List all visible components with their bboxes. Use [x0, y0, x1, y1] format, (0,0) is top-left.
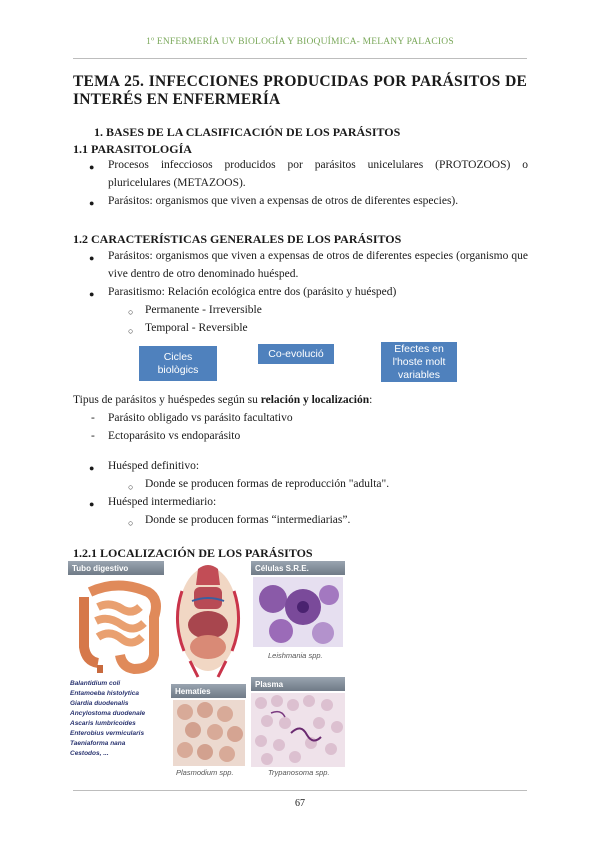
- page-title: TEMA 25. INFECCIONES PRODUCIDAS POR PARÁSITOS DE INTERÉS EN ENFERMERÍA: [73, 73, 527, 108]
- bullet-text: pluricelulares (METAZOOS).: [108, 177, 246, 189]
- parasite-location-figure: [68, 561, 345, 783]
- panel-title: Tubo digestivo: [68, 561, 164, 575]
- bullet-text: vive dentro de otro denominado huésped.: [108, 268, 299, 280]
- box-label: Co-evolució: [268, 347, 324, 360]
- page-number: 67: [295, 798, 305, 809]
- panel-title: Plasma: [251, 677, 345, 691]
- header-rule: [73, 58, 527, 59]
- bullet-text: Huésped definitivo:: [108, 460, 200, 472]
- organism-name: Balantidium coli: [70, 680, 121, 687]
- circle-bullet-icon: ○: [128, 518, 134, 528]
- figure-caption: Plasmodium spp.: [176, 768, 234, 777]
- bullet-icon: ●: [89, 289, 95, 299]
- sub-bullet-text: Permanente - Irreversible: [145, 304, 262, 316]
- figure-caption: Trypanosoma spp.: [268, 768, 330, 777]
- bullet-icon: ●: [89, 198, 95, 208]
- organism-name: Enterobius vermicularis: [70, 730, 145, 737]
- bullet-text: Parásitos: organismos que viven a expensas de otros de diferentes especies (organismo que: [108, 250, 528, 262]
- panel-title: Células S.R.E.: [251, 561, 345, 575]
- organism-name: Ancylostoma duodenale: [70, 710, 146, 717]
- bullet-text: Procesos infecciosos producidos por parásitos unicelulares (PROTOZOOS) o: [108, 159, 528, 171]
- text-run: Tipus de parásitos y huéspedes según su: [73, 394, 261, 406]
- intestine-illustration: [70, 577, 166, 677]
- page-header: 1º ENFERMERÍA UV BIOLOGÍA Y BIOQUÍMICA- MELANY PALACIOS: [146, 37, 454, 47]
- plasmodium-micrograph: [173, 700, 245, 766]
- bullet-icon: ●: [89, 162, 95, 172]
- box-label: Cicles biològics: [157, 350, 199, 376]
- subsection-heading: 1.2 CARACTERÍSTICAS GENERALES DE LOS PARÁSITOS: [73, 232, 402, 246]
- diagram-box: [381, 342, 457, 382]
- dash-bullet: -: [91, 430, 95, 442]
- sub-bullet-text: Donde se producen formas de reproducción "adulta".: [145, 478, 390, 490]
- panel-title: Hematíes: [171, 684, 246, 698]
- sub-bullet-text: Donde se producen formas “intermediarias”.: [145, 514, 351, 526]
- dash-bullet: -: [91, 412, 95, 424]
- anatomy-illustration: [168, 561, 248, 679]
- figure-caption: Leishmania spp.: [268, 651, 323, 660]
- diagram-box: [139, 346, 217, 381]
- bullet-text: Parásitos: organismos que viven a expensas de otros de diferentes especies).: [108, 195, 459, 207]
- section-heading: 1. BASES DE LA CLASIFICACIÓN DE LOS PARÁSITOS: [94, 125, 401, 139]
- dash-text: Ectoparásito vs endoparásito: [108, 430, 241, 442]
- organism-name: Giardia duodenalis: [70, 700, 129, 707]
- subsection-heading: 1.2.1 LOCALIZACIÓN DE LOS PARÁSITOS: [73, 546, 313, 560]
- trypanosoma-micrograph: [251, 693, 345, 767]
- text-run: :: [369, 394, 373, 406]
- organism-name: Taeniaforma nana: [70, 740, 126, 747]
- box-label: Efectes en l'hoste molt variables: [392, 342, 446, 381]
- diagram-box: [258, 344, 334, 364]
- organism-name: Ascaris lumbricoides: [70, 720, 136, 727]
- organism-list: [70, 679, 166, 759]
- footer-rule: [73, 790, 527, 791]
- bullet-text: Parasitismo: Relación ecológica entre dos (parásito y huésped): [108, 286, 397, 298]
- bold-text: relación y localización: [260, 394, 370, 406]
- circle-bullet-icon: ○: [128, 482, 134, 492]
- dash-text: Parásito obligado vs parásito facultativo: [108, 412, 293, 424]
- bullet-text: Huésped intermediario:: [108, 496, 217, 508]
- circle-bullet-icon: ○: [128, 326, 134, 336]
- organism-name: Cestodos, ...: [70, 750, 109, 757]
- bullet-icon: ●: [89, 463, 95, 473]
- circle-bullet-icon: ○: [128, 307, 134, 317]
- bullet-icon: ●: [89, 253, 95, 263]
- leishmania-micrograph: [253, 577, 343, 647]
- sub-bullet-text: Temporal - Reversible: [145, 322, 248, 334]
- subsection-heading: 1.1 PARASITOLOGÍA: [73, 142, 192, 156]
- bullet-icon: ●: [89, 499, 95, 509]
- paragraph: [73, 392, 372, 410]
- organism-name: Entamoeba histolytica: [70, 690, 139, 697]
